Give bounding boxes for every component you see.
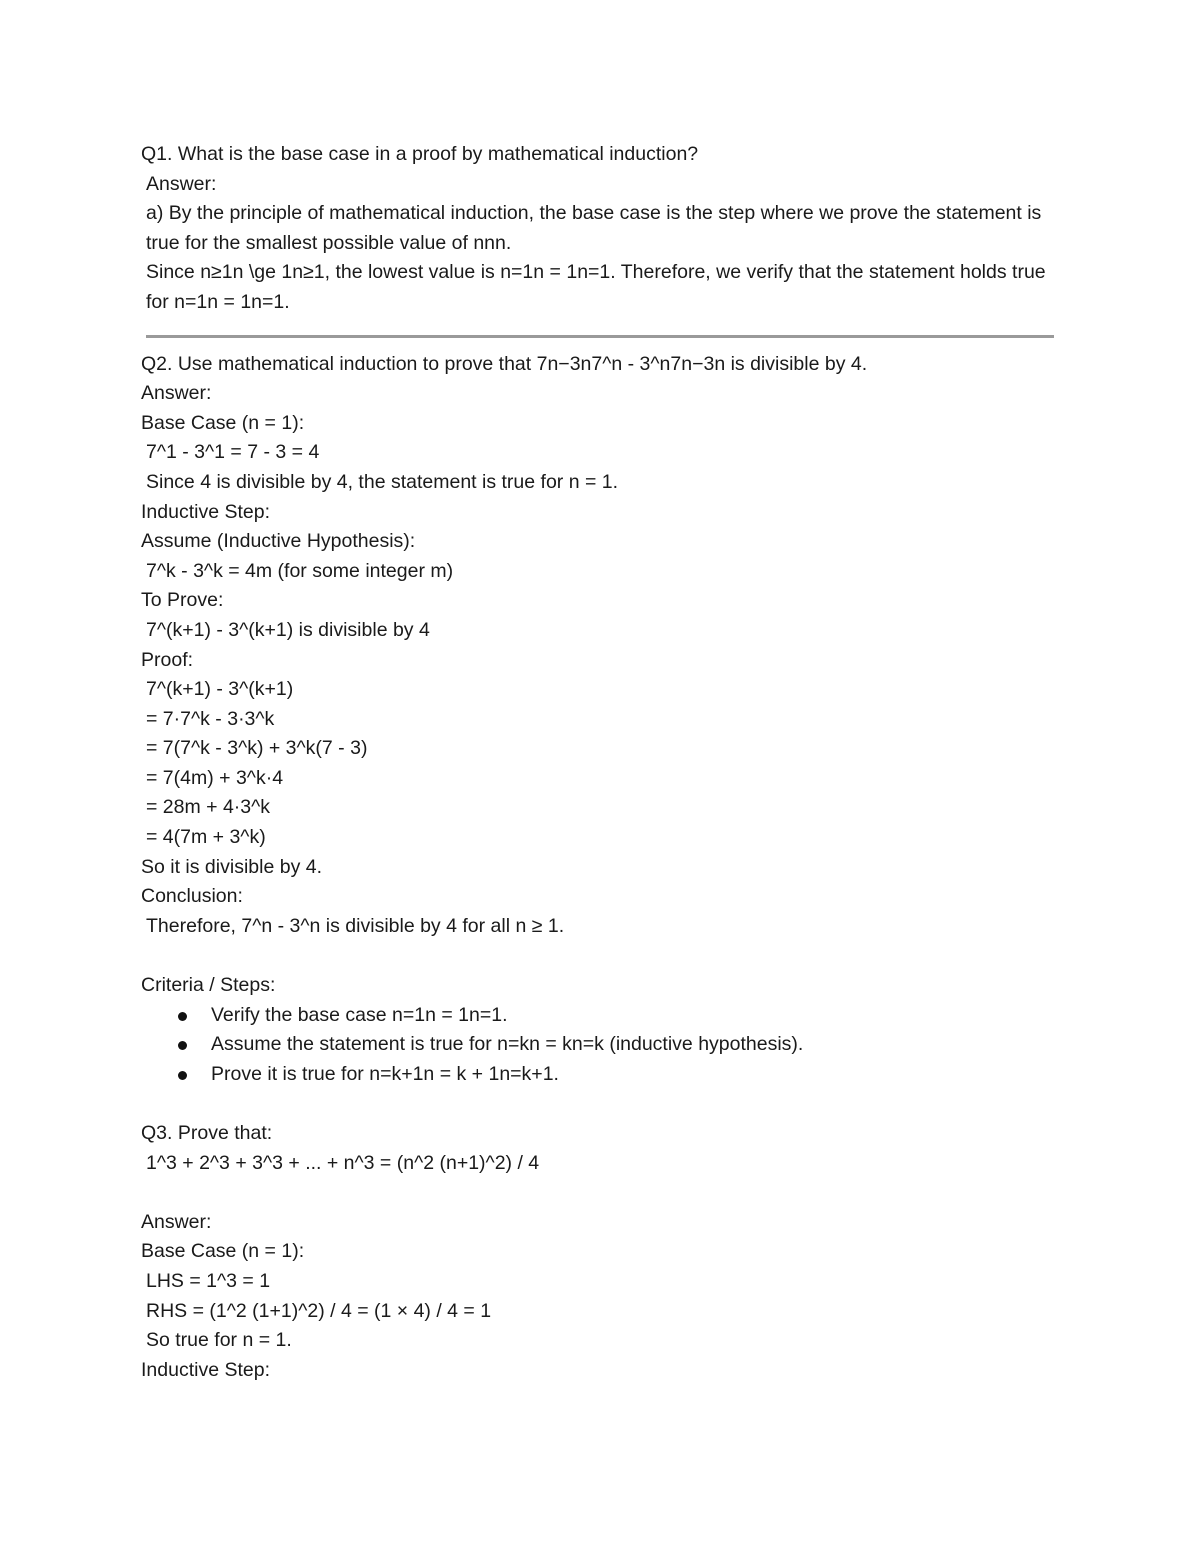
q3-rhs: RHS = (1^2 (1+1)^2) / 4 = (1 × 4) / 4 = 1 bbox=[146, 1299, 492, 1322]
q2-hypothesis: 7^k - 3^k = 4m (for some integer m) bbox=[146, 559, 454, 582]
list-item bbox=[141, 1030, 1061, 1060]
q2-to-prove-label: To Prove: bbox=[141, 589, 224, 612]
q2-conclusion: Therefore, 7^n - 3^n is divisible by 4 for all n ≥ 1. bbox=[146, 914, 565, 937]
q3-so-true: So true for n = 1. bbox=[146, 1329, 292, 1352]
q2-base-case-label: Base Case (n = 1): bbox=[141, 411, 305, 434]
list-item bbox=[141, 1060, 1061, 1090]
q2-conclusion-label: Conclusion: bbox=[141, 885, 243, 908]
q2-question: Q2. Use mathematical induction to prove that 7n−3n7^n - 3^n7n−3n is divisible by 4. bbox=[141, 352, 868, 375]
list-item bbox=[141, 1001, 1061, 1031]
q3-formula: 1^3 + 2^3 + 3^3 + ... + n^3 = (n^2 (n+1)^2) / 4 bbox=[146, 1151, 540, 1174]
q2-proof-line: = 28m + 4·3^k bbox=[146, 796, 271, 819]
list-item-text: Assume the statement is true for n=kn = kn=k (inductive hypothesis). bbox=[211, 1033, 804, 1056]
q3-question: Q3. Prove that: bbox=[141, 1122, 273, 1144]
q2-to-prove: 7^(k+1) - 3^(k+1) is divisible by 4 bbox=[146, 618, 430, 641]
spacer bbox=[141, 1178, 1061, 1208]
q1-answer-label: Answer: bbox=[146, 172, 217, 195]
q2-inductive-step-label: Inductive Step: bbox=[141, 500, 270, 523]
q3-inductive-step-label: Inductive Step: bbox=[141, 1358, 270, 1381]
spacer bbox=[141, 941, 1061, 971]
horizontal-divider bbox=[146, 335, 1054, 338]
q2-assume-label: Assume (Inductive Hypothesis): bbox=[141, 530, 416, 553]
q1-answer-paragraph-2: Since n≥1n \ge 1n≥1, the lowest value is n=1n = 1n=1. Therefore, we verify that the statement holds true for n=1n = 1n=1. bbox=[146, 261, 1052, 313]
q3-lhs: LHS = 1^3 = 1 bbox=[146, 1269, 271, 1292]
bullet-icon bbox=[178, 1071, 187, 1080]
q2-criteria-list bbox=[141, 1001, 1061, 1090]
q2-answer-label: Answer: bbox=[141, 382, 212, 405]
q2-proof-label: Proof: bbox=[141, 648, 194, 671]
q2-proof-line: = 7·7^k - 3·3^k bbox=[146, 707, 275, 730]
list-item-text: Verify the base case n=1n = 1n=1. bbox=[211, 1003, 508, 1026]
document-content bbox=[141, 140, 1061, 1385]
q2-criteria-label: Criteria / Steps: bbox=[141, 974, 276, 997]
q3-answer-label: Answer: bbox=[141, 1210, 212, 1233]
q2-proof-line: = 7(4m) + 3^k·4 bbox=[146, 766, 284, 789]
q2-base-conclusion: Since 4 is divisible by 4, the statement is true for n = 1. bbox=[146, 470, 619, 493]
q1-question: Q1. What is the base case in a proof by mathematical induction? bbox=[141, 143, 699, 165]
q2-so-divisible: So it is divisible by 4. bbox=[141, 855, 322, 878]
bullet-icon bbox=[178, 1041, 187, 1050]
q2-proof-line: 7^(k+1) - 3^(k+1) bbox=[146, 678, 294, 701]
q3-base-case-label: Base Case (n = 1): bbox=[141, 1240, 305, 1263]
q2-base-calc: 7^1 - 3^1 = 7 - 3 = 4 bbox=[146, 441, 320, 464]
list-item-text: Prove it is true for n=k+1n = k + 1n=k+1. bbox=[211, 1062, 559, 1085]
spacer bbox=[141, 1089, 1061, 1119]
q1-answer-paragraph-1: a) By the principle of mathematical induction, the base case is the step where we prove the statement is true for the smallest possible value of nnn. bbox=[146, 202, 1047, 254]
q2-proof-line: = 4(7m + 3^k) bbox=[146, 826, 266, 849]
q2-proof-line: = 7(7^k - 3^k) + 3^k(7 - 3) bbox=[146, 737, 368, 760]
bullet-icon bbox=[178, 1012, 187, 1021]
